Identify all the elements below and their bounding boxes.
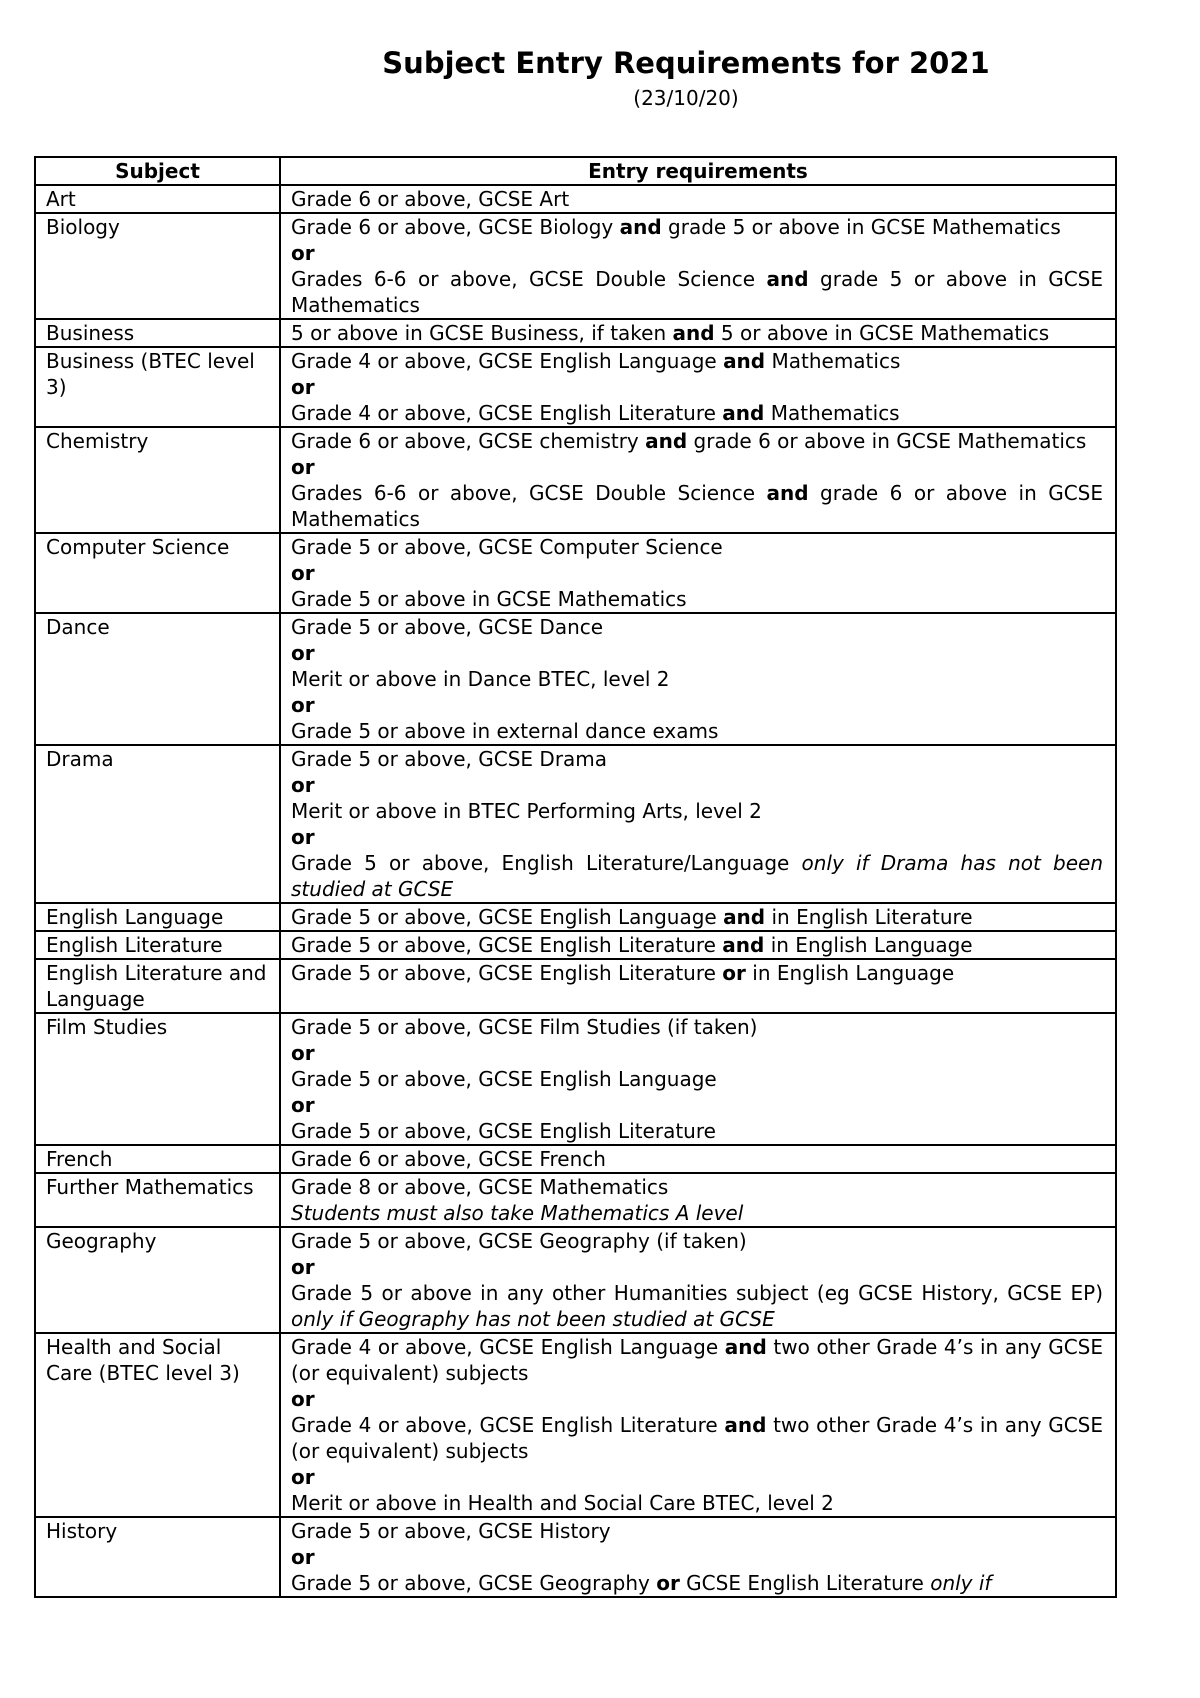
requirement-text: GCSE English Literature: [679, 1571, 931, 1595]
requirement-text: 5 or above in GCSE Business, if taken: [291, 321, 673, 345]
connector-word: or: [291, 1041, 315, 1065]
subject-cell: Business (BTEC level 3): [35, 347, 280, 427]
requirement-text: Grade 5 or above, GCSE Geography: [291, 1571, 657, 1595]
requirement-line: [291, 666, 1103, 692]
requirement-text: Grade 4 or above, GCSE English Literature: [291, 401, 723, 425]
connector-word: or: [722, 961, 746, 985]
requirement-line: [291, 960, 1103, 986]
requirement-text: Grade 5 or above in GCSE Mathematics: [291, 587, 687, 611]
requirement-text: Grade 6 or above, GCSE Art: [291, 187, 570, 211]
requirement-text: two other Grade 4’s in any GCSE (or equivalent) subjects: [291, 1413, 1103, 1463]
requirement-line: [291, 904, 1103, 930]
requirement-text: Grade 5 or above, GCSE History: [291, 1519, 611, 1543]
table-row: [35, 745, 1116, 903]
subject-cell: Geography: [35, 1227, 280, 1333]
requirement-line: [291, 400, 1103, 426]
column-header-entry-requirements: Entry requirements: [280, 157, 1116, 185]
requirement-text: Grade 5 or above, GCSE Film Studies (if taken): [291, 1015, 758, 1039]
requirement-line: [291, 560, 1103, 586]
requirements-cell: [280, 1517, 1116, 1597]
requirement-line: [291, 320, 1103, 346]
connector-word: or: [291, 241, 315, 265]
table-row: [35, 1227, 1116, 1333]
requirement-line: [291, 1254, 1103, 1280]
requirement-text: two other Grade 4’s in any GCSE (or equivalent) subjects: [291, 1335, 1103, 1385]
requirement-line: [291, 480, 1103, 532]
requirement-line: [291, 214, 1103, 240]
requirement-text: Merit or above in BTEC Performing Arts, level 2: [291, 799, 762, 823]
subject-cell: Art: [35, 185, 280, 213]
page-title: Subject Entry Requirements for 2021: [382, 46, 990, 80]
subject-cell: Chemistry: [35, 427, 280, 533]
requirement-line: [291, 374, 1103, 400]
connector-word: and: [724, 1413, 767, 1437]
table-row: [35, 213, 1116, 319]
requirement-text: Grade 6 or above, GCSE French: [291, 1147, 606, 1171]
requirements-cell: [280, 1227, 1116, 1333]
connector-word: or: [291, 1545, 315, 1569]
requirement-line: [291, 1174, 1103, 1200]
requirements-cell: [280, 319, 1116, 347]
requirement-text: Grade 4 or above, GCSE English Language: [291, 1335, 725, 1359]
requirement-text: 5 or above in GCSE Mathematics: [714, 321, 1050, 345]
requirement-text: in English Language: [764, 933, 973, 957]
requirements-cell: [280, 931, 1116, 959]
connector-word: or: [656, 1571, 680, 1595]
requirement-line: [291, 1544, 1103, 1570]
subject-cell: French: [35, 1145, 280, 1173]
table-row: [35, 1517, 1116, 1597]
requirement-text: Grade 5 or above, GCSE English Literature: [291, 933, 723, 957]
table-row: [35, 319, 1116, 347]
requirement-line: [291, 1464, 1103, 1490]
requirement-line: [291, 1386, 1103, 1412]
requirement-line: [291, 1518, 1103, 1544]
requirement-line: [291, 932, 1103, 958]
table-row: [35, 903, 1116, 931]
subject-cell: English Literature and Language: [35, 959, 280, 1013]
requirement-text: Grade 5 or above in any other Humanities subject (eg GCSE History, GCSE EP): [291, 1281, 1103, 1305]
requirements-cell: [280, 1333, 1116, 1517]
connector-word: or: [291, 455, 315, 479]
connector-word: and: [724, 1335, 767, 1359]
table-row: [35, 931, 1116, 959]
requirement-line: [291, 1412, 1103, 1464]
requirement-line: [291, 798, 1103, 824]
table-row: [35, 1013, 1116, 1145]
subject-cell: History: [35, 1517, 280, 1597]
requirement-line: [291, 586, 1103, 612]
subject-cell: Drama: [35, 745, 280, 903]
requirement-text: Grade 4 or above, GCSE English Literature: [291, 1413, 725, 1437]
requirement-text: Grade 5 or above, GCSE Dance: [291, 615, 604, 639]
requirement-line: [291, 850, 1103, 902]
connector-word: or: [291, 641, 315, 665]
requirement-line: [291, 534, 1103, 560]
condition-note: Students must also take Mathematics A level: [291, 1201, 744, 1225]
connector-word: and: [722, 401, 765, 425]
requirement-text: Mathematics: [764, 401, 900, 425]
requirements-table: [34, 156, 1117, 1598]
requirement-text: Grade 5 or above, GCSE English Literature: [291, 1119, 716, 1143]
connector-word: or: [291, 773, 315, 797]
connector-word: and: [722, 933, 765, 957]
connector-word: and: [672, 321, 715, 345]
requirement-text: grade 5 or above in GCSE Mathematics: [291, 267, 1104, 317]
subject-cell: English Language: [35, 903, 280, 931]
subject-cell: English Literature: [35, 931, 280, 959]
table-row: [35, 1333, 1116, 1517]
requirement-text: Merit or above in Dance BTEC, level 2: [291, 667, 670, 691]
requirements-cell: [280, 213, 1116, 319]
requirements-cell: [280, 347, 1116, 427]
requirement-text: Grade 6 or above, GCSE Biology: [291, 215, 620, 239]
requirement-line: [291, 1280, 1103, 1332]
requirements-cell: [280, 1145, 1116, 1173]
requirement-line: [291, 718, 1103, 744]
requirement-text: Grade 5 or above, GCSE English Language: [291, 1067, 717, 1091]
requirement-line: [291, 348, 1103, 374]
requirement-line: [291, 1228, 1103, 1254]
requirement-text: grade 6 or above in GCSE Mathematics: [291, 481, 1104, 531]
requirements-cell: [280, 959, 1116, 1013]
connector-word: or: [291, 825, 315, 849]
connector-word: and: [619, 215, 662, 239]
connector-word: or: [291, 1255, 315, 1279]
subject-cell: Biology: [35, 213, 280, 319]
connector-word: and: [766, 267, 809, 291]
requirement-line: [291, 1146, 1103, 1172]
requirement-line: [291, 1092, 1103, 1118]
table-row: [35, 613, 1116, 745]
table-row: [35, 1145, 1116, 1173]
requirement-line: [291, 1118, 1103, 1144]
table-header-row: [35, 157, 1116, 185]
requirement-text: Merit or above in Health and Social Care BTEC, level 2: [291, 1491, 834, 1515]
requirement-text: Grade 5 or above in external dance exams: [291, 719, 719, 743]
requirement-line: [291, 772, 1103, 798]
requirements-cell: [280, 1013, 1116, 1145]
table-row: [35, 959, 1116, 1013]
requirement-line: [291, 1334, 1103, 1386]
requirements-cell: [280, 533, 1116, 613]
subject-cell: Further Mathematics: [35, 1173, 280, 1227]
table-row: [35, 185, 1116, 213]
connector-word: and: [645, 429, 688, 453]
requirement-text: Grade 8 or above, GCSE Mathematics: [291, 1175, 669, 1199]
subject-cell: Business: [35, 319, 280, 347]
requirement-text: Grade 5 or above, GCSE English Language: [291, 905, 724, 929]
requirement-line: [291, 186, 1103, 212]
requirement-line: [291, 614, 1103, 640]
condition-note: only if Geography has not been studied at GCSE: [291, 1307, 775, 1331]
requirement-text: Grade 4 or above, GCSE English Language: [291, 349, 724, 373]
connector-word: or: [291, 1093, 315, 1117]
requirements-cell: [280, 427, 1116, 533]
table-row: [35, 1173, 1116, 1227]
connector-word: or: [291, 1465, 315, 1489]
requirement-text: Grades 6-6 or above, GCSE Double Science: [291, 267, 767, 291]
requirements-cell: [280, 745, 1116, 903]
requirement-line: [291, 824, 1103, 850]
requirement-line: [291, 692, 1103, 718]
requirement-text: in English Literature: [765, 905, 973, 929]
requirements-cell: [280, 903, 1116, 931]
requirement-line: [291, 1014, 1103, 1040]
requirement-text: Grade 5 or above, English Literature/Language: [291, 851, 802, 875]
requirement-line: [291, 1200, 1103, 1226]
requirement-text: Grade 5 or above, GCSE English Literature: [291, 961, 723, 985]
connector-word: or: [291, 1387, 315, 1411]
subject-cell: Health and Social Care (BTEC level 3): [35, 1333, 280, 1517]
requirement-line: [291, 640, 1103, 666]
connector-word: and: [723, 349, 766, 373]
connector-word: or: [291, 375, 315, 399]
requirement-line: [291, 1570, 1103, 1596]
requirement-text: in English Language: [745, 961, 955, 985]
connector-word: and: [723, 905, 766, 929]
requirement-line: [291, 1066, 1103, 1092]
requirement-line: [291, 454, 1103, 480]
requirement-line: [291, 266, 1103, 318]
requirements-cell: [280, 185, 1116, 213]
requirement-line: [291, 428, 1103, 454]
requirement-text: Grade 5 or above, GCSE Computer Science: [291, 535, 723, 559]
column-header-subject: Subject: [35, 157, 280, 185]
requirement-text: Grade 5 or above, GCSE Geography (if taken): [291, 1229, 747, 1253]
requirement-line: [291, 1490, 1103, 1516]
requirement-text: Grade 6 or above, GCSE chemistry: [291, 429, 646, 453]
condition-note: only if: [930, 1571, 992, 1595]
requirement-text: Grades 6-6 or above, GCSE Double Science: [291, 481, 767, 505]
condition-note: only if Drama has not been studied at GCSE: [291, 851, 1103, 901]
requirement-text: Mathematics: [765, 349, 901, 373]
subject-cell: Computer Science: [35, 533, 280, 613]
requirements-cell: [280, 613, 1116, 745]
requirement-line: [291, 1040, 1103, 1066]
subject-cell: Dance: [35, 613, 280, 745]
page-date: (23/10/20): [633, 86, 739, 110]
table-row: [35, 347, 1116, 427]
requirement-line: [291, 746, 1103, 772]
table-row: [35, 427, 1116, 533]
connector-word: and: [766, 481, 809, 505]
requirement-text: grade 6 or above in GCSE Mathematics: [687, 429, 1087, 453]
requirement-line: [291, 240, 1103, 266]
requirements-cell: [280, 1173, 1116, 1227]
requirement-text: Grade 5 or above, GCSE Drama: [291, 747, 608, 771]
subject-cell: Film Studies: [35, 1013, 280, 1145]
requirement-text: grade 5 or above in GCSE Mathematics: [661, 215, 1061, 239]
connector-word: or: [291, 561, 315, 585]
table-row: [35, 533, 1116, 613]
connector-word: or: [291, 693, 315, 717]
